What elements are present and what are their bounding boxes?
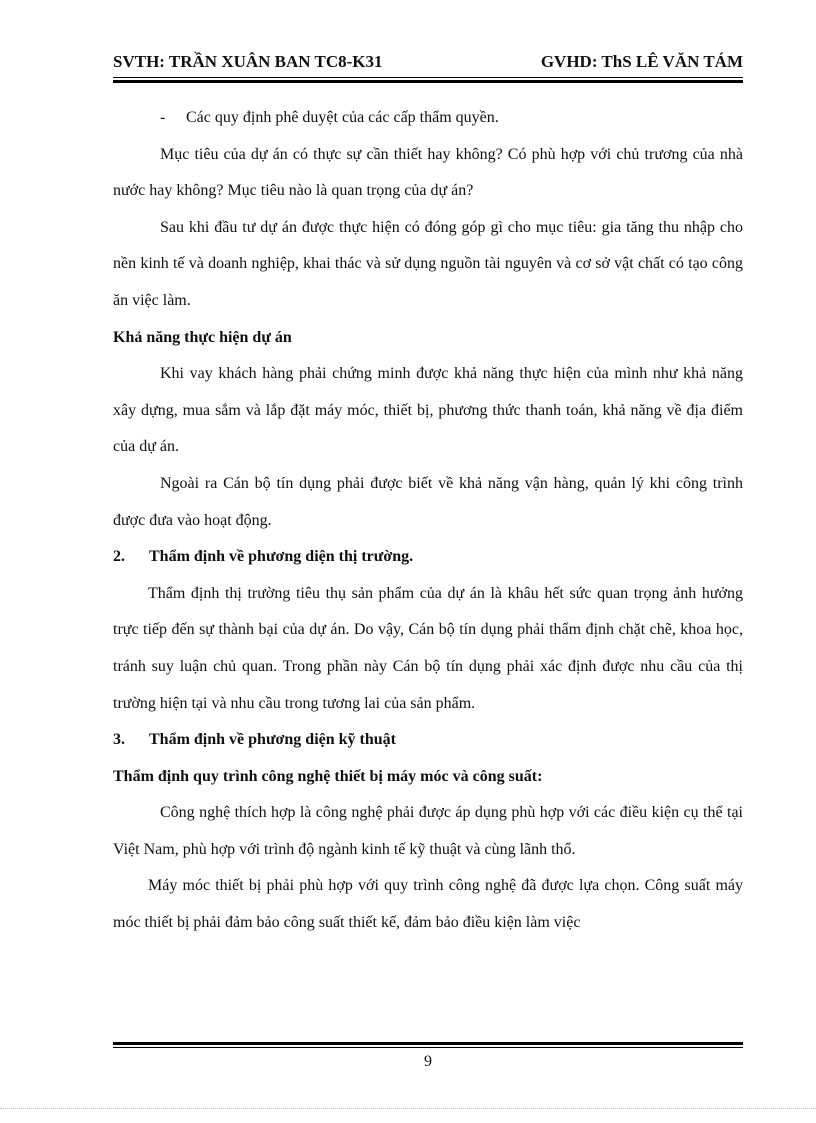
section-title: Thẩm định về phương diện thị trường. xyxy=(149,548,414,566)
paragraph: Mục tiêu của dự án có thực sự cần thiết hay không? Có phù hợp với chủ trương của nhà nước hay không? Mục tiêu nào là quan trọng của dự án? xyxy=(113,145,743,200)
header-rule-thin xyxy=(113,77,743,78)
section-number: 3. xyxy=(113,731,125,749)
paragraph: Ngoài ra Cán bộ tín dụng phải được biết về khả năng vận hàng, quản lý khi công trình được đưa vào hoạt động. xyxy=(113,474,743,529)
student-name: SVTH: TRẦN XUÂN BAN TC8-K31 xyxy=(113,52,383,71)
footer-rule-thin xyxy=(113,1047,743,1048)
page-header xyxy=(113,52,743,76)
paragraph: Khi vay khách hàng phải chứng minh được khả năng thực hiện của mình như khả năng xây dựng, mua sắm và lắp đặt máy móc, thiết bị, phương thức thanh toán, khả năng về địa điểm của dự án. xyxy=(113,365,743,456)
bullet-text: Các quy định phê duyệt của các cấp thẩm quyền. xyxy=(186,109,499,126)
paragraph: Sau khi đầu tư dự án được thực hiện có đóng góp gì cho mục tiêu: gia tăng thu nhập cho nền kinh tế và doanh nghiệp, khai thác và sử dụng nguồn tài nguyên và cơ sở vật chất có tạo công ăn việc làm. xyxy=(113,218,743,309)
page-body xyxy=(113,100,743,942)
section-title: Thẩm định về phương diện kỹ thuật xyxy=(149,731,396,749)
page-boundary xyxy=(0,1108,816,1109)
paragraph: Máy móc thiết bị phải phù hợp với quy trình công nghệ đã được lựa chọn. Công suất máy móc thiết bị phải đảm bảo công suất thiết kế, đảm bảo điều kiện làm việc xyxy=(113,877,743,932)
section-heading xyxy=(113,722,743,759)
page-number: 9 xyxy=(424,1053,432,1070)
footer-rule-thick xyxy=(113,1042,743,1045)
paragraph: Công nghệ thích hợp là công nghệ phải được áp dụng phù hợp với các điều kiện cụ thể tại Việt Nam, phù hợp với trình độ ngành kinh tế kỹ thuật và cùng lãnh thổ. xyxy=(113,804,743,858)
section-heading xyxy=(113,539,743,576)
paragraph: Thẩm định thị trường tiêu thụ sản phẩm của dự án là khâu hết sức quan trọng ảnh hưởng trực tiếp đến sự thành bại của dự án. Do vậy, Cán bộ tín dụng phải thẩm định chặt chẽ, khoa học, tránh suy luận chủ quan. Trong phần này Cán bộ tín dụng phải xác định được nhu cầu của thị trường hiện tại và nhu cầu trong tương lai của sản phẩm. xyxy=(113,584,743,712)
subheading: Thẩm định quy trình công nghệ thiết bị máy móc và công suất: xyxy=(113,767,543,785)
subheading: Khả năng thực hiện dự án xyxy=(113,328,292,346)
header-rule-thick xyxy=(113,80,743,83)
bullet-item: - Các quy định phê duyệt của các cấp thẩm quyền. xyxy=(160,109,499,126)
advisor-name: GVHD: ThS LÊ VĂN TÁM xyxy=(540,52,743,71)
section-number: 2. xyxy=(113,548,125,566)
